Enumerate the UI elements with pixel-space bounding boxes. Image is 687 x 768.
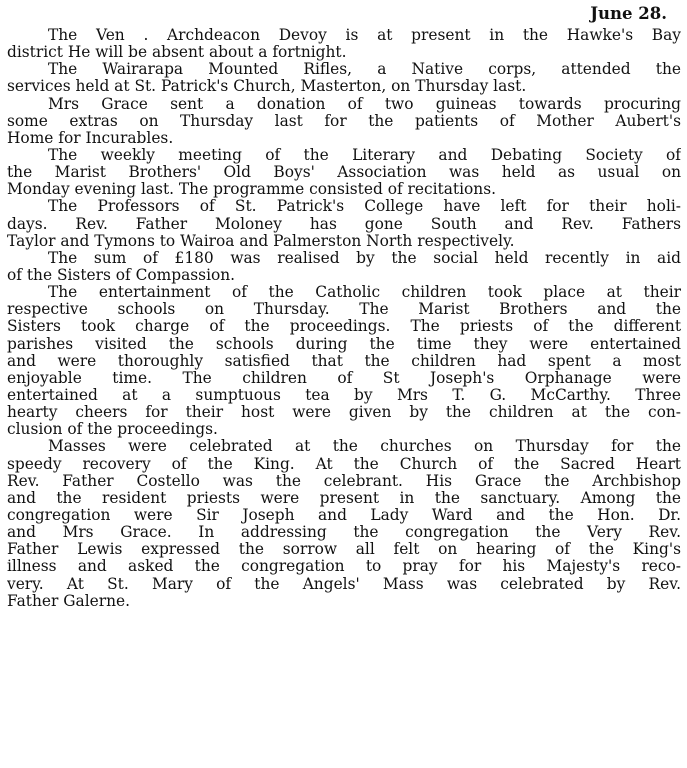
paragraph — [7, 27, 681, 61]
text-line: services held at St. Patrick's Church, Masterton, on Thursday last. — [7, 78, 527, 96]
dateline: June 28. — [590, 4, 667, 23]
text-line: The Wairarapa Mounted Rifles, a Native corps, attended the — [48, 61, 681, 79]
paragraph — [7, 438, 681, 609]
text-line: respective schools on Thursday. The Marist Brothers and the — [7, 301, 681, 319]
paragraph — [7, 61, 681, 95]
text-line: clusion of the proceedings. — [7, 421, 218, 439]
paragraph — [7, 96, 681, 147]
text-line: Masses were celebrated at the churches on Thursday for the — [48, 438, 681, 456]
paragraph — [7, 198, 681, 249]
text-line: enjoyable time. The children of St Joseph's Orphanage were — [7, 369, 681, 387]
text-line: The sum of £180 was realised by the social held recently in aid — [48, 249, 681, 267]
text-line: Rev. Father Costello was the celebrant. His Grace the Archbishop — [7, 472, 681, 490]
text-line: and Mrs Grace. In addressing the congregation the Very Rev. — [7, 524, 681, 542]
text-line: Taylor and Tymons to Wairoa and Palmerston North respectively. — [7, 232, 515, 250]
text-line: The Professors of St. Patrick's College have left for their holi- — [48, 198, 681, 216]
text-line: Mrs Grace sent a donation of two guineas towards procuring — [48, 95, 681, 113]
text-line: Father Galerne. — [7, 592, 131, 610]
text-line: days. Rev. Father Moloney has gone South and Rev. Fathers — [7, 215, 681, 233]
paragraph — [7, 284, 681, 438]
text-line: the Marist Brothers' Old Boys' Association was held as usual on — [7, 164, 681, 182]
text-line: some extras on Thursday last for the patients of Mother Aubert's — [7, 112, 681, 130]
text-line: of the Sisters of Compassion. — [7, 266, 236, 284]
text-line: congregation were Sir Joseph and Lady Ward and the Hon. Dr. — [7, 506, 681, 524]
text-line: Father Lewis expressed the sorrow all felt on hearing of the King's — [7, 541, 681, 559]
text-line: Sisters took charge of the proceedings. The priests of the different — [7, 318, 681, 336]
text-line: very. At St. Mary of the Angels' Mass was celebrated by Rev. — [7, 575, 681, 593]
paragraph — [7, 147, 681, 198]
text-line: The weekly meeting of the Literary and Debating Society of — [48, 146, 681, 164]
text-line: and were thoroughly satisfied that the children had spent a most — [7, 352, 681, 370]
text-line: illness and asked the congregation to pray for his Majesty's reco- — [7, 558, 681, 576]
text-line: speedy recovery of the King. At the Church of the Sacred Heart — [7, 455, 681, 473]
text-line: entertained at a sumptuous tea by Mrs T. G. McCarthy. Three — [7, 386, 681, 404]
text-line: The entertainment of the Catholic children took place at their — [48, 284, 681, 302]
text-line: Home for Incurables. — [7, 129, 174, 147]
paragraph — [7, 250, 681, 284]
text-line: Monday evening last. The programme consisted of recitations. — [7, 181, 496, 199]
text-line: district He will be absent about a fortnight. — [7, 44, 347, 62]
text-line: parishes visited the schools during the time they were entertained — [7, 335, 681, 353]
text-line: The Ven . Archdeacon Devoy is at present in the Hawke's Bay — [48, 27, 681, 44]
text-line: hearty cheers for their host were given by the children at the con- — [7, 404, 681, 422]
article-column — [7, 27, 681, 610]
text-line: and the resident priests were present in the sanctuary. Among the — [7, 489, 681, 507]
